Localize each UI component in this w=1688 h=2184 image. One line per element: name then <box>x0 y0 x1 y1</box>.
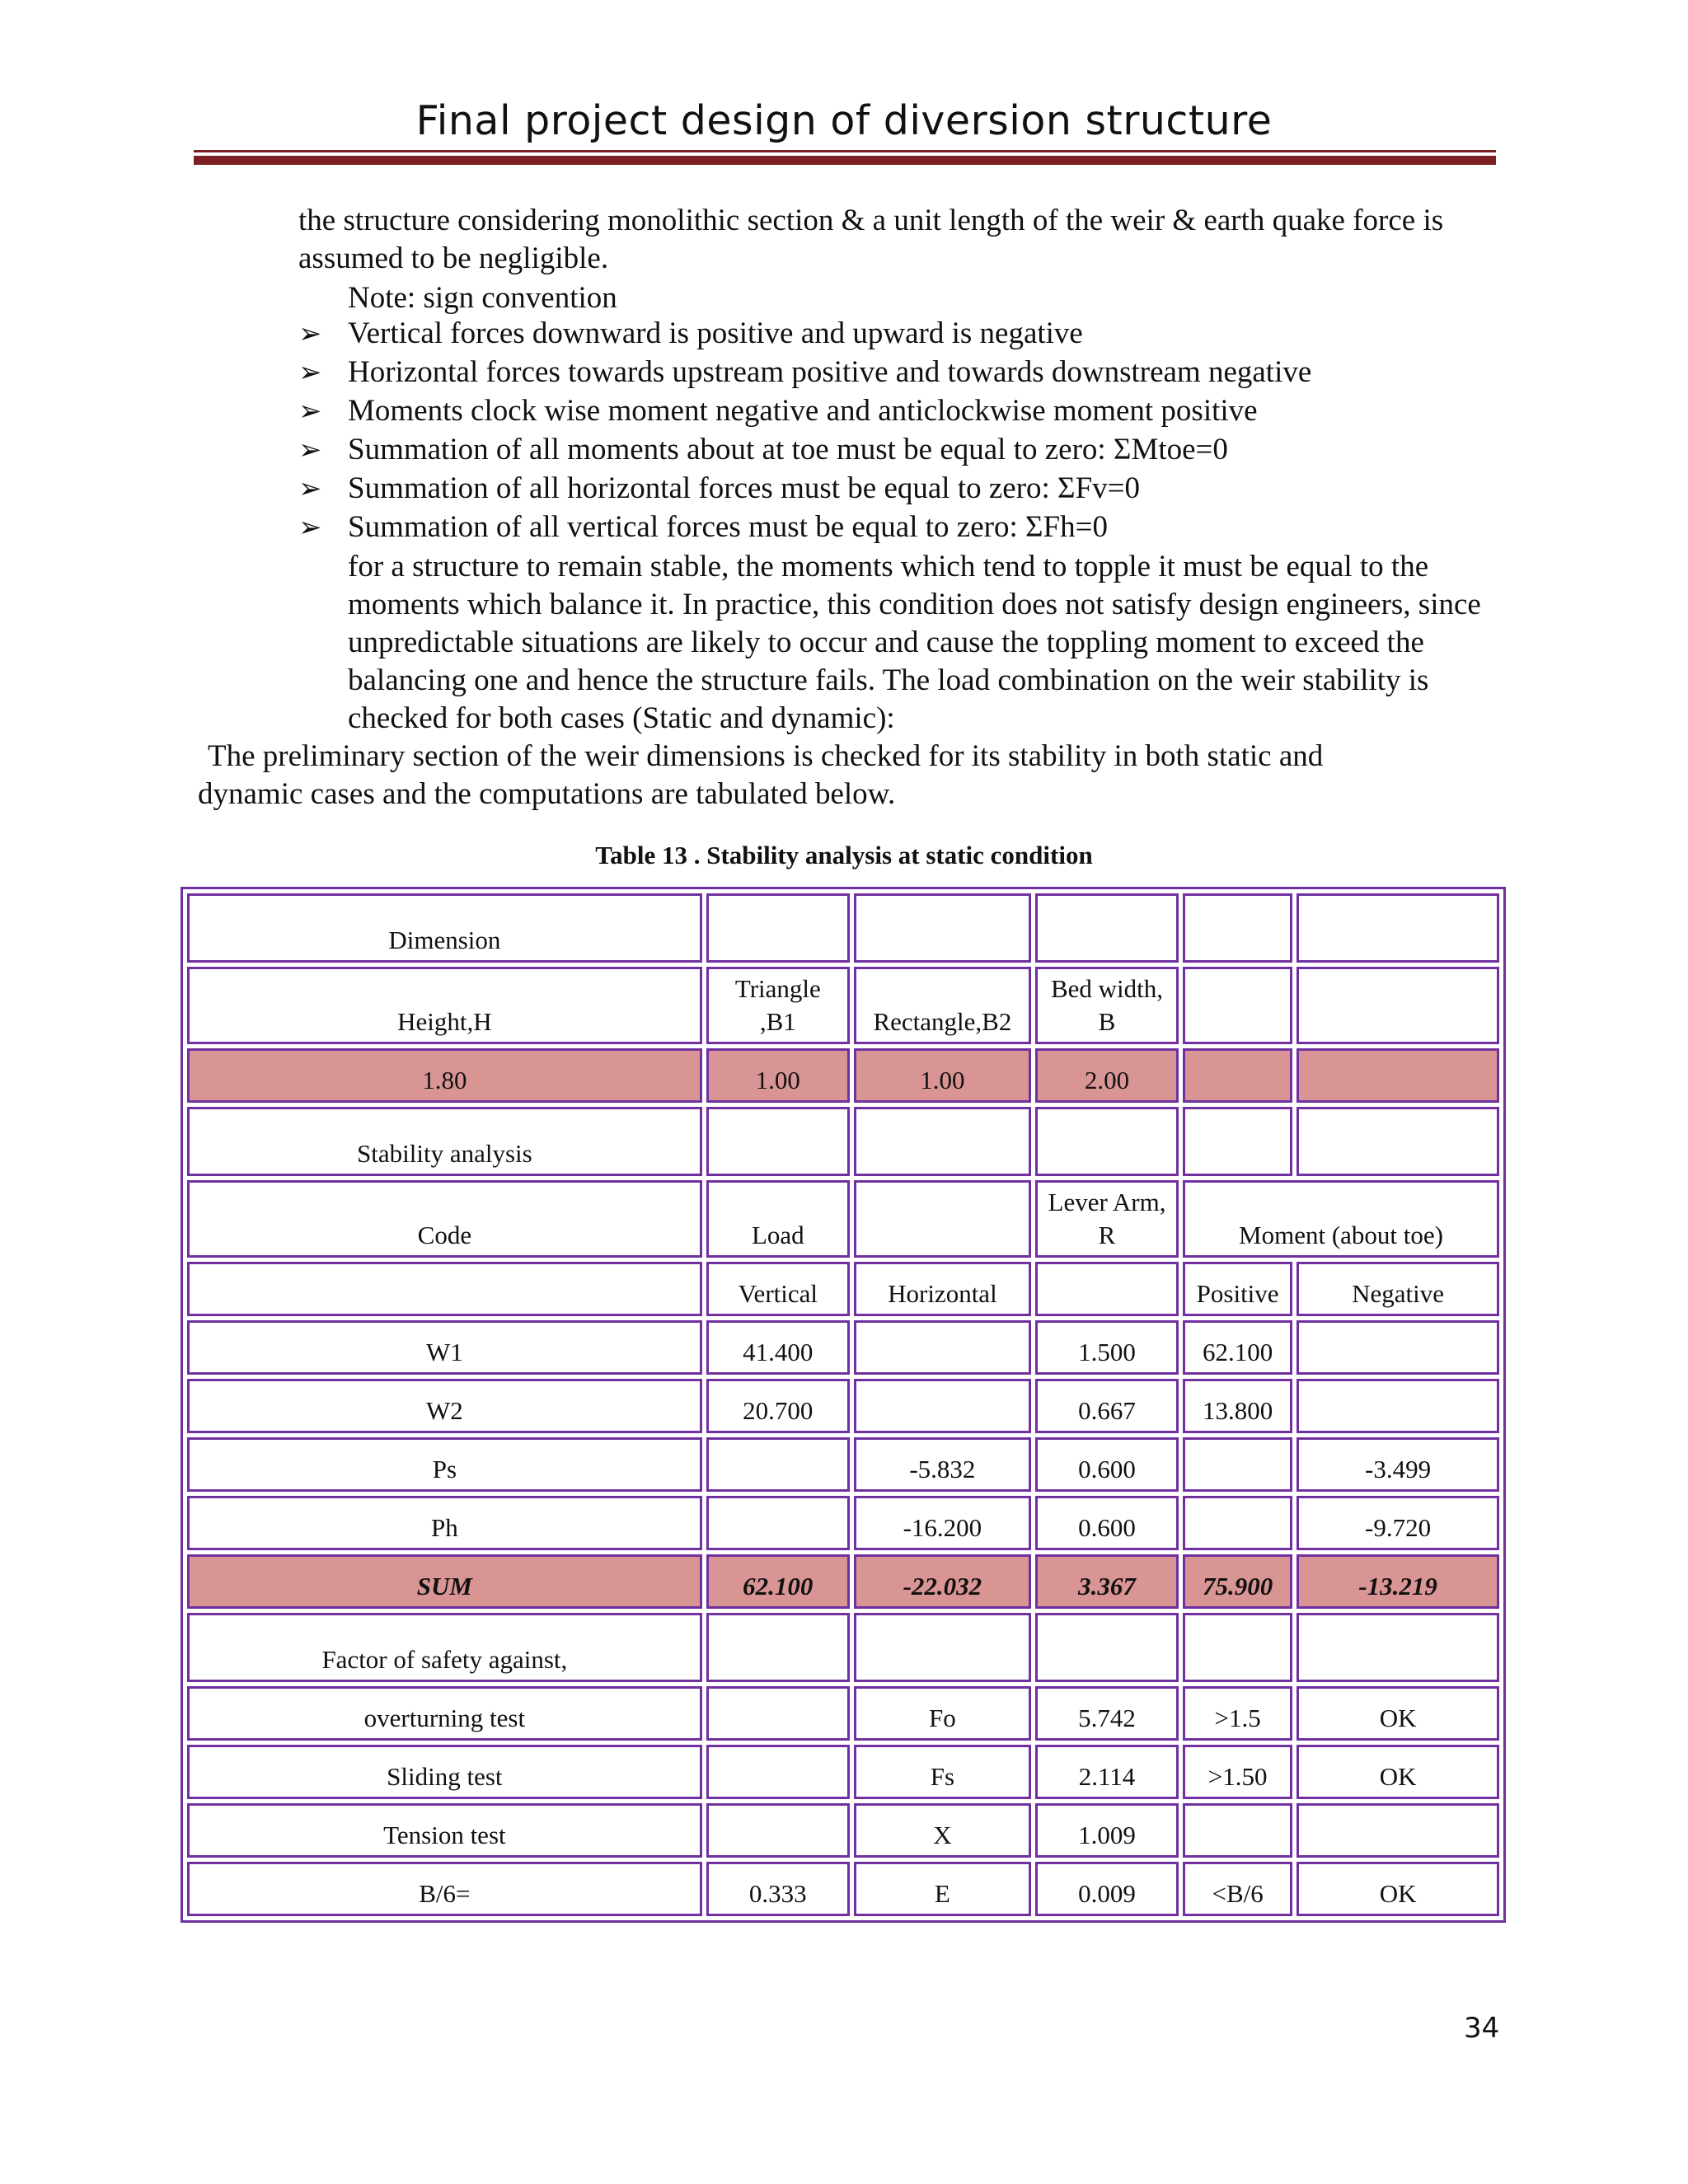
table-row <box>187 1107 1499 1176</box>
table-cell: SUM <box>187 1554 702 1609</box>
table-cell: 13.800 <box>1183 1379 1292 1433</box>
table-cell <box>1296 1379 1499 1433</box>
table-cell: E <box>854 1862 1031 1916</box>
table-cell <box>187 1262 702 1316</box>
table-row <box>187 1745 1499 1799</box>
table-cell <box>854 1320 1031 1375</box>
table-row <box>187 967 1499 1044</box>
table-cell: Ps <box>187 1437 702 1492</box>
arrow-bullet-icon: ➢ <box>298 358 322 388</box>
table-cell: Factor of safety against, <box>187 1613 702 1682</box>
table-row <box>187 1496 1499 1550</box>
table-cell: Lever Arm, R <box>1035 1180 1179 1258</box>
table-row <box>187 893 1499 963</box>
table-cell: 75.900 <box>1183 1554 1292 1609</box>
arrow-bullet-icon: ➢ <box>298 474 322 504</box>
sign-convention-note: Note: sign convention <box>348 281 617 315</box>
table-cell: -9.720 <box>1296 1496 1499 1550</box>
sign-convention-list <box>298 315 1311 547</box>
table-row <box>187 1379 1499 1433</box>
table-cell: Sliding test <box>187 1745 702 1799</box>
table-cell: 1.00 <box>706 1048 850 1103</box>
table-cell: Stability analysis <box>187 1107 702 1176</box>
table-cell: 1.009 <box>1035 1803 1179 1858</box>
table-cell: overturning test <box>187 1686 702 1741</box>
moment-header: Moment (about toe) <box>1183 1180 1499 1258</box>
list-item: ➢ Horizontal forces towards upstream positive and towards downstream negative <box>298 354 1311 392</box>
table-cell: Negative <box>1296 1262 1499 1316</box>
table-row <box>187 1048 1499 1103</box>
table-cell <box>1183 1803 1292 1858</box>
table-row <box>187 1803 1499 1858</box>
table-cell: 5.742 <box>1035 1686 1179 1741</box>
table-cell: OK <box>1296 1686 1499 1741</box>
table-cell: 2.00 <box>1035 1048 1179 1103</box>
table-row <box>187 1686 1499 1741</box>
table-cell: Triangle ,B1 <box>706 967 850 1044</box>
table-cell <box>1296 967 1499 1044</box>
tabulation-intro: The preliminary section of the weir dimensions is checked for its stability in both static and dynamic cases and the computations are tabulated below. <box>198 739 1324 811</box>
table-cell <box>1183 1048 1292 1103</box>
stability-explanation: for a structure to remain stable, the moments which tend to topple it must be equal to the moments which balance it. In practice, this condition does not satisfy design engineers, since unpredictable situations are likely to occur and cause the toppling moment to exceed the balancing one and hence the structure fails. The load combination on the weir stability is checked for both cases (Static and dynamic): <box>348 550 1481 735</box>
table-cell: 1.80 <box>187 1048 702 1103</box>
arrow-bullet-icon: ➢ <box>298 319 322 349</box>
table-cell <box>1296 1613 1499 1682</box>
table-cell: >1.50 <box>1183 1745 1292 1799</box>
table-row <box>187 1613 1499 1682</box>
table-cell: 20.700 <box>706 1379 850 1433</box>
table-cell <box>1296 1107 1499 1176</box>
table-cell: W1 <box>187 1320 702 1375</box>
table-cell <box>1035 893 1179 963</box>
table-cell: 62.100 <box>1183 1320 1292 1375</box>
stability-table <box>181 887 1506 1923</box>
table-cell <box>1035 1613 1179 1682</box>
table-cell <box>1183 1437 1292 1492</box>
table-cell <box>854 1180 1031 1258</box>
table-cell: Horizontal <box>854 1262 1031 1316</box>
table-cell <box>1296 893 1499 963</box>
table-cell: B/6= <box>187 1862 702 1916</box>
table-cell <box>706 1496 850 1550</box>
page-number: 34 <box>1464 2012 1500 2045</box>
table-cell <box>1296 1320 1499 1375</box>
table-cell: 41.400 <box>706 1320 850 1375</box>
page-title: Final project design of diversion structure <box>415 97 1273 144</box>
table-cell: Rectangle,B2 <box>854 967 1031 1044</box>
table-cell <box>1296 1803 1499 1858</box>
table-cell: -5.832 <box>854 1437 1031 1492</box>
table-cell: 0.009 <box>1035 1862 1179 1916</box>
table-cell: OK <box>1296 1862 1499 1916</box>
table-row <box>187 1320 1499 1375</box>
table-cell: Load <box>706 1180 850 1258</box>
table-cell: 0.667 <box>1035 1379 1179 1433</box>
table-cell: 3.367 <box>1035 1554 1179 1609</box>
table-cell <box>854 893 1031 963</box>
table-cell: Vertical <box>706 1262 850 1316</box>
table-cell <box>1296 1048 1499 1103</box>
table-cell: Tension test <box>187 1803 702 1858</box>
table-cell <box>706 1686 850 1741</box>
table-cell <box>706 1107 850 1176</box>
list-item: ➢ Summation of all vertical forces must be equal to zero: ΣFh=0 <box>298 509 1311 547</box>
table-cell <box>1035 1262 1179 1316</box>
table-cell: OK <box>1296 1745 1499 1799</box>
table-cell: -16.200 <box>854 1496 1031 1550</box>
table-row <box>187 1180 1499 1258</box>
table-cell <box>1183 967 1292 1044</box>
table-cell <box>1183 1613 1292 1682</box>
table-cell: 0.600 <box>1035 1496 1179 1550</box>
arrow-bullet-icon: ➢ <box>298 396 322 427</box>
table-cell <box>706 1803 850 1858</box>
table-cell: Bed width, B <box>1035 967 1179 1044</box>
table-cell <box>706 893 850 963</box>
table-cell: X <box>854 1803 1031 1858</box>
table-cell: -3.499 <box>1296 1437 1499 1492</box>
table-cell: Positive <box>1183 1262 1292 1316</box>
table-cell <box>706 1745 850 1799</box>
table-cell <box>1183 893 1292 963</box>
table-cell: 62.100 <box>706 1554 850 1609</box>
table-cell <box>854 1613 1031 1682</box>
table-cell <box>706 1437 850 1492</box>
table-row <box>187 1262 1499 1316</box>
list-item: ➢ Summation of all horizontal forces must be equal to zero: ΣFv=0 <box>298 470 1311 509</box>
list-item: ➢ Vertical forces downward is positive and upward is negative <box>298 315 1311 354</box>
table-cell: -13.219 <box>1296 1554 1499 1609</box>
table-cell: 2.114 <box>1035 1745 1179 1799</box>
table-row <box>187 1862 1499 1916</box>
table-cell <box>706 1613 850 1682</box>
list-item: ➢ Moments clock wise moment negative and anticlockwise moment positive <box>298 392 1311 431</box>
table-caption: Table 13 . Stability analysis at static condition <box>595 841 1093 869</box>
table-cell <box>854 1379 1031 1433</box>
intro-paragraph: the structure considering monolithic section & a unit length of the weir & earth quake force is assumed to be negligible. <box>298 204 1444 275</box>
table-cell <box>1183 1496 1292 1550</box>
table-cell: W2 <box>187 1379 702 1433</box>
table-cell: >1.5 <box>1183 1686 1292 1741</box>
table-cell: Height,H <box>187 967 702 1044</box>
arrow-bullet-icon: ➢ <box>298 435 322 466</box>
table-cell: 0.600 <box>1035 1437 1179 1492</box>
table-cell: Fo <box>854 1686 1031 1741</box>
table-cell: 1.00 <box>854 1048 1031 1103</box>
table-cell <box>1183 1107 1292 1176</box>
table-cell: <B/6 <box>1183 1862 1292 1916</box>
table-cell <box>1035 1107 1179 1176</box>
sum-row <box>187 1554 1499 1609</box>
table-cell: Ph <box>187 1496 702 1550</box>
header-rule-thick <box>194 156 1496 165</box>
arrow-bullet-icon: ➢ <box>298 513 322 543</box>
table-cell: 1.500 <box>1035 1320 1179 1375</box>
table-row <box>187 1437 1499 1492</box>
table-cell: Code <box>187 1180 702 1258</box>
list-item: ➢ Summation of all moments about at toe must be equal to zero: ΣMtoe=0 <box>298 431 1311 470</box>
table-cell: 0.333 <box>706 1862 850 1916</box>
table-cell: Dimension <box>187 893 702 963</box>
table-cell: -22.032 <box>854 1554 1031 1609</box>
table-cell: Fs <box>854 1745 1031 1799</box>
table-cell <box>854 1107 1031 1176</box>
header-rule-thin <box>194 150 1496 152</box>
